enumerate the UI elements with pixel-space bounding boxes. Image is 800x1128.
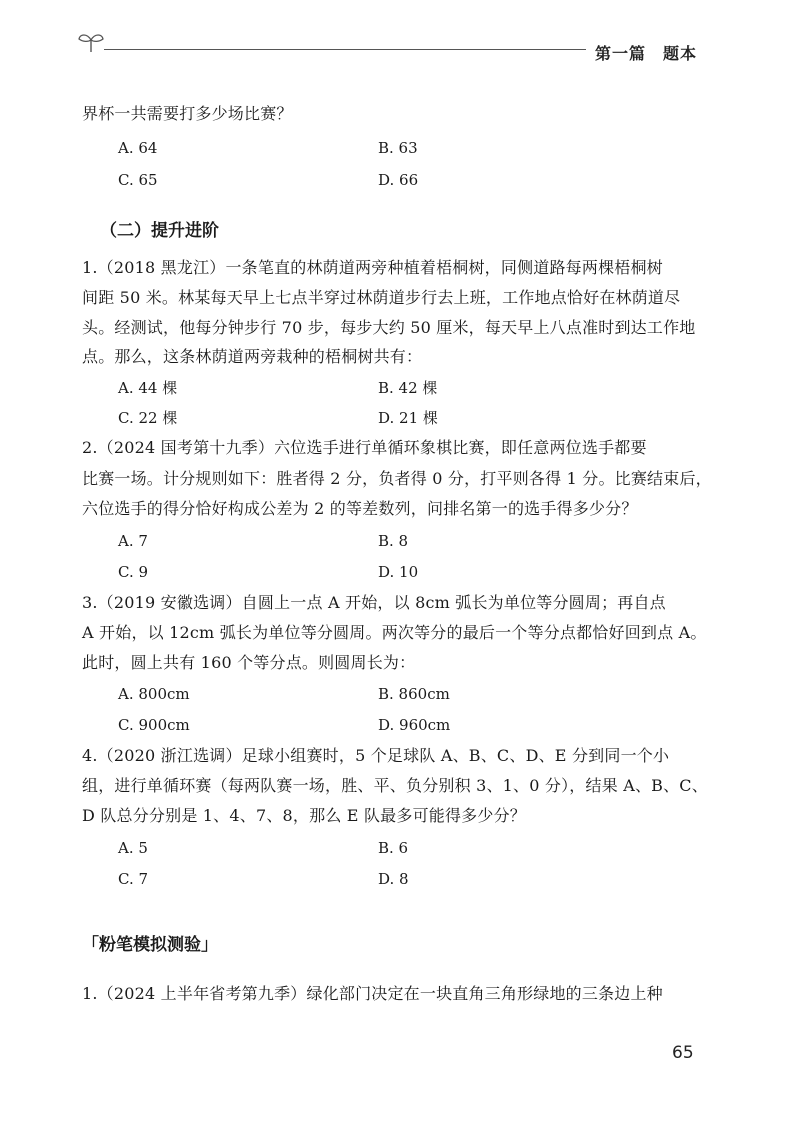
option-a: A. 800cm — [118, 685, 190, 703]
header-rule — [104, 49, 586, 50]
option-a: A. 44 棵 — [118, 379, 178, 397]
option-a: A. 5 — [118, 839, 148, 857]
question-2-line: 比赛一场。计分规则如下：胜者得 2 分，负者得 0 分，打平则各得 1 分。比赛结束后， — [82, 469, 712, 488]
option-d: D. 960cm — [378, 716, 451, 734]
question-3-line: A 开始，以 12cm 弧长为单位等分圆周。两次等分的最后一个等分点都恰好回到点 A。 — [82, 623, 707, 642]
question-4-line: 组，进行单循环赛（每两队赛一场，胜、平、负分别积 3、1、0 分），结果 A、B、C、 — [82, 776, 708, 795]
question-2-line: 2.（2024 国考第十九季）六位选手进行单循环象棋比赛，即任意两位选手都要 — [82, 438, 647, 457]
option-d: D. 10 — [378, 563, 419, 581]
option-b: B. 63 — [378, 139, 418, 157]
question-4-line: 4.（2020 浙江选调）足球小组赛时，5 个足球队 A、B、C、D、E 分到同一个小 — [82, 746, 670, 765]
option-d: D. 66 — [378, 171, 419, 189]
question-1-line: 头。经测试，他每分钟步行 70 步，每步大约 50 厘米，每天早上八点准时到达工作地 — [82, 318, 696, 337]
option-c: C. 9 — [118, 563, 149, 581]
question-2-line: 六位选手的得分恰好构成公差为 2 的等差数列，问排名第一的选手得多少分？ — [82, 499, 638, 518]
question-4-line: D 队总分分别是 1、4、7、8，那么 E 队最多可能得多少分？ — [82, 806, 526, 825]
option-c: C. 900cm — [118, 716, 190, 734]
question-3-line: 此时，圆上共有 160 个等分点。则圆周长为： — [82, 653, 416, 672]
option-d: D. 21 棵 — [378, 409, 438, 427]
option-b: B. 860cm — [378, 685, 450, 703]
option-c: C. 22 棵 — [118, 409, 178, 427]
question-1-line: 1.（2018 黑龙江）一条笔直的林荫道两旁种植着梧桐树，同侧道路每两棵梧桐树 — [82, 258, 663, 277]
mock-question-line: 1.（2024 上半年省考第九季）绿化部门决定在一块直角三角形绿地的三条边上种 — [82, 984, 663, 1003]
question-1-line: 点。那么，这条林荫道两旁栽种的梧桐树共有： — [82, 347, 423, 366]
question-1-line: 间距 50 米。林某每天早上七点半穿过林荫道步行去上班，工作地点恰好在林荫道尽 — [82, 288, 681, 307]
option-b: B. 42 棵 — [378, 379, 438, 397]
option-b: B. 8 — [378, 532, 409, 550]
sprout-icon — [76, 30, 106, 54]
option-d: D. 8 — [378, 870, 409, 888]
option-b: B. 6 — [378, 839, 409, 857]
page-number: 65 — [672, 1043, 694, 1063]
option-c: C. 7 — [118, 870, 149, 888]
mock-test-heading: 「粉笔模拟测验」 — [82, 935, 218, 955]
header-title: 第一篇 题本 — [595, 44, 698, 63]
option-c: C. 65 — [118, 171, 158, 189]
option-a: A. 64 — [118, 139, 158, 157]
question-tail: 界杯一共需要打多少场比赛？ — [82, 104, 293, 123]
question-3-line: 3.（2019 安徽选调）自圆上一点 A 开始，以 8cm 弧长为单位等分圆周；再自点 — [82, 593, 666, 612]
section-heading: （二）提升进阶 — [100, 221, 219, 241]
option-a: A. 7 — [118, 532, 148, 550]
